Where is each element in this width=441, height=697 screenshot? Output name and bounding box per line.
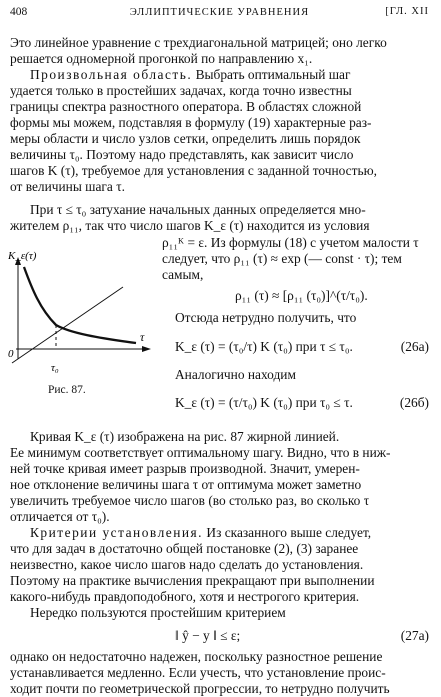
text-line: Кривая K_ε (τ) изображена на рис. 87 жирной линией. [30,429,340,444]
text-line: самым, [162,267,204,282]
page-header [10,6,429,24]
x-axis-label: τ [140,330,145,344]
text-run: Выбрать оптимальный шаг [192,67,351,82]
text-line: увеличить требуемое число шагов (во столько раз, во сколько τ [10,493,370,508]
equation-26a-formula: K_ε (τ) = (τ₀/τ) K (τ₀) при τ ≤ τ₀. [175,339,353,354]
text-line: величины τ₀. Поэтому надо представлять, как зависит число [10,147,354,162]
section-heading: Критерии установления. [30,525,204,540]
section-heading: Произвольная область. [30,67,193,82]
equation-26b-number: (26б) [399,395,429,410]
figure-graph [8,249,158,377]
chapter-label: [ГЛ. XII [385,6,429,17]
x-axis-arrow-icon [142,346,151,352]
text-line: Поэтому на практике вычисления прекращают при выполнении [10,573,375,588]
text-line: что для задач в достаточно общей постановке (2), (3) заранее [10,541,359,556]
text-line: ное отклонение величины шага τ от оптимума может заметно [10,477,362,492]
text-line: однако он недостаточно надежен, поскольку разностное решение [10,649,383,664]
text-line: неизвестно, какое число шагов надо сделать до установления. [10,557,364,572]
text-line [10,525,429,541]
text-line: устанавливается медленно. Если учесть, что установление проис- [10,665,386,680]
equation-26b-formula: K_ε (τ) = (τ/τ₀) K (τ₀) при τ₀ ≤ τ. [175,395,353,410]
text-line: Отсюда нетрудно получить, что [175,310,357,325]
text-line: удается только в простейших задачах, когда точно известны [10,83,352,98]
page-number: 408 [10,6,28,18]
text-run: Из сказанного выше следует, [203,525,372,540]
text-line: следует, что ρ₁₁ (τ) ≈ exp (— const · τ); тем [162,251,402,266]
reference-line [12,287,123,363]
text-line: границы спектра разностного оператора. В областях сложной [10,99,362,114]
text-line: формы мы можем, подставляя в формулу (19) характерные раз- [10,115,372,130]
text-line: Аналогично находим [175,367,296,382]
text-line: отличается от τ₀). [10,509,110,524]
text-line: ходит почти по геометрической прогрессии, то нетрудно получить [10,681,390,696]
figure-87 [8,249,158,377]
equation-26a-number: (26а) [400,339,429,354]
text-line: ρ₁₁ᴷ = ε. Из формулы (18) с учетом малости τ [162,235,419,250]
text-line: шагов K (τ), требуемое для установления с заданной точностью, [10,163,377,178]
text-line: решается одномерной прогонкой по направлению x₁. [10,51,313,66]
origin-label: 0 [8,348,14,360]
y-axis-label: K_ε(τ) [8,250,37,262]
text-line: меры области и число узлов сетки, определить лишь порядок [10,131,361,146]
text-line: какого-нибудь правдоподобного, хотя и нестрогого критерия. [10,589,360,604]
text-line: При τ ≤ τ₀ затухание начальных данных определяется мно- [30,202,366,217]
equation-27a-number: (27а) [400,628,429,643]
text-line: Нередко пользуются простейшим критерием [30,605,286,620]
equation-27a-formula: ‖ ŷ − y ‖ ≤ ε; [175,628,241,643]
text-line: Ее минимум соответствует оптимальному шагу. Видно, что в ниж- [10,445,391,460]
text-line [10,67,429,83]
equation-16: ρ₁₁ (τ) ≈ [ρ₁₁ (τ₀)]^(τ/τ₀). [235,288,368,303]
text-line: жителем ρ₁₁, так что число шагов K_ε (τ) находится из условия [10,218,370,233]
text-line: от величины шага τ. [10,179,125,194]
tau0-tick-label: τ₀ [51,362,59,374]
text-line: ней точке кривая имеет разрыв производной. Значит, умерен- [10,461,360,476]
text-line: Это линейное уравнение с трехдиагональной матрицей; оно легко [10,35,387,50]
running-title: ЭЛЛИПТИЧЕСКИЕ УРАВНЕНИЯ [129,7,310,18]
figure-caption: Рис. 87. [48,384,86,396]
k-curve-thin [24,267,56,325]
